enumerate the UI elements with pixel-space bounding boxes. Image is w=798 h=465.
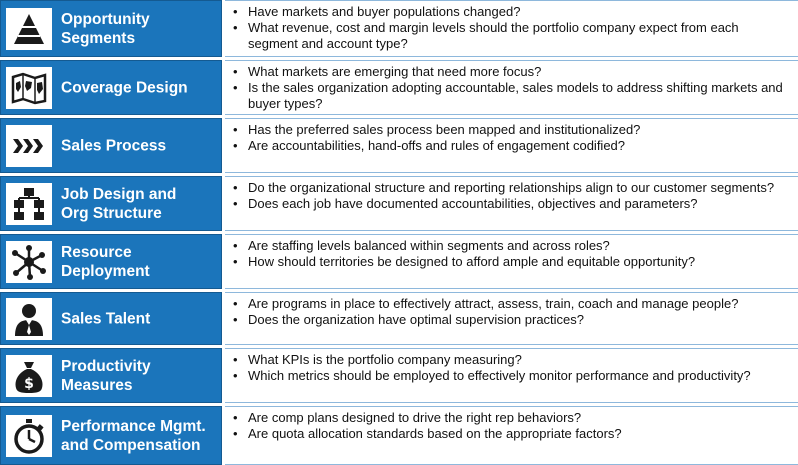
segment-label: Resource Deployment [61,243,150,280]
segment-row [0,348,798,403]
segment-label-box [0,348,222,403]
question-item [233,296,792,312]
segment-row [0,176,798,231]
question-item [233,368,792,384]
questions-box [225,348,798,403]
questions-box [225,234,798,289]
question-list [225,177,798,212]
questions-box [225,118,798,173]
question-list [225,349,798,384]
segment-label: Sales Talent [61,310,151,327]
question-list [225,235,798,270]
segment-label: Opportunity Segments [61,10,150,47]
bullet-icon: • [233,426,238,441]
segment-row [0,0,798,57]
businessman-icon [6,298,52,340]
question-text: Does the organization have optimal supervision practices? [248,312,585,327]
questions-box [225,292,798,345]
question-text: Has the preferred sales process been mapped and institutionalized? [248,122,641,137]
question-list [225,293,798,328]
bullet-icon: • [233,254,238,269]
org-chart-icon [6,183,52,225]
bullet-icon: • [233,368,238,383]
bullet-icon: • [233,196,238,211]
question-item [233,238,792,254]
bullet-icon: • [233,138,238,153]
svg-text:$: $ [24,375,34,392]
segment-label: Coverage Design [61,79,188,96]
segment-label: Productivity Measures [61,357,151,394]
question-text: Are comp plans designed to drive the right rep behaviors? [248,410,582,425]
question-item [233,426,792,442]
questions-box [225,60,798,115]
question-text: Are staffing levels balanced within segments and across roles? [248,238,610,253]
map-icon [6,67,52,109]
question-text: Are quota allocation standards based on the appropriate factors? [248,426,622,441]
question-list [225,407,798,442]
question-text: How should territories be designed to afford ample and equitable opportunity? [248,254,696,269]
question-text: What revenue, cost and margin levels should the portfolio company expect from each segment and account type? [248,20,739,51]
bullet-icon: • [233,64,238,79]
question-item [233,80,792,112]
question-item [233,254,792,270]
questions-box [225,176,798,231]
question-list [225,1,798,52]
bullet-icon: • [233,180,238,195]
question-text: What markets are emerging that need more focus? [248,64,542,79]
question-item [233,20,792,52]
segment-label-box [0,234,222,289]
stopwatch-icon [6,415,52,457]
money-bag-icon [6,355,52,397]
segment-row [0,292,798,345]
question-text: Is the sales organization adopting accountable, sales models to address shifting markets and buyer types? [248,80,783,111]
chevrons-icon [6,125,52,167]
segment-label-box [0,118,222,173]
question-text: What KPIs is the portfolio company measuring? [248,352,522,367]
question-text: Have markets and buyer populations changed? [248,4,521,19]
question-item [233,122,792,138]
questions-box [225,0,798,57]
bullet-icon: • [233,410,238,425]
question-text: Are accountabilities, hand-offs and rules of engagement codified? [248,138,626,153]
network-icon [6,241,52,283]
question-item [233,4,792,20]
segment-label-box [0,406,222,465]
pyramid-icon [6,8,52,50]
bullet-icon: • [233,80,238,95]
question-item [233,180,792,196]
segment-label-box [0,0,222,57]
segment-label-box [0,292,222,345]
segment-label: Job Design and Org Structure [61,185,177,222]
bullet-icon: • [233,238,238,253]
bullet-icon: • [233,20,238,35]
question-list [225,119,798,154]
segment-label-box [0,60,222,115]
bullet-icon: • [233,4,238,19]
question-list [225,61,798,112]
segment-label: Sales Process [61,137,167,154]
bullet-icon: • [233,296,238,311]
segment-row [0,406,798,465]
bullet-icon: • [233,122,238,137]
question-text: Do the organizational structure and reporting relationships align to our customer segments? [248,180,775,195]
question-text: Which metrics should be employed to effectively monitor performance and productivity? [248,368,751,383]
question-text: Does each job have documented accountabilities, objectives and parameters? [248,196,698,211]
question-text: Are programs in place to effectively attract, assess, train, coach and manage people? [248,296,739,311]
segment-row [0,60,798,115]
question-item [233,410,792,426]
bullet-icon: • [233,312,238,327]
question-item [233,138,792,154]
question-item [233,64,792,80]
segment-label: Performance Mgmt. and Compensation [61,417,206,454]
segment-row [0,118,798,173]
questions-box [225,406,798,465]
question-item [233,312,792,328]
question-item [233,196,792,212]
segment-label-box [0,176,222,231]
question-item [233,352,792,368]
segment-row [0,234,798,289]
bullet-icon: • [233,352,238,367]
